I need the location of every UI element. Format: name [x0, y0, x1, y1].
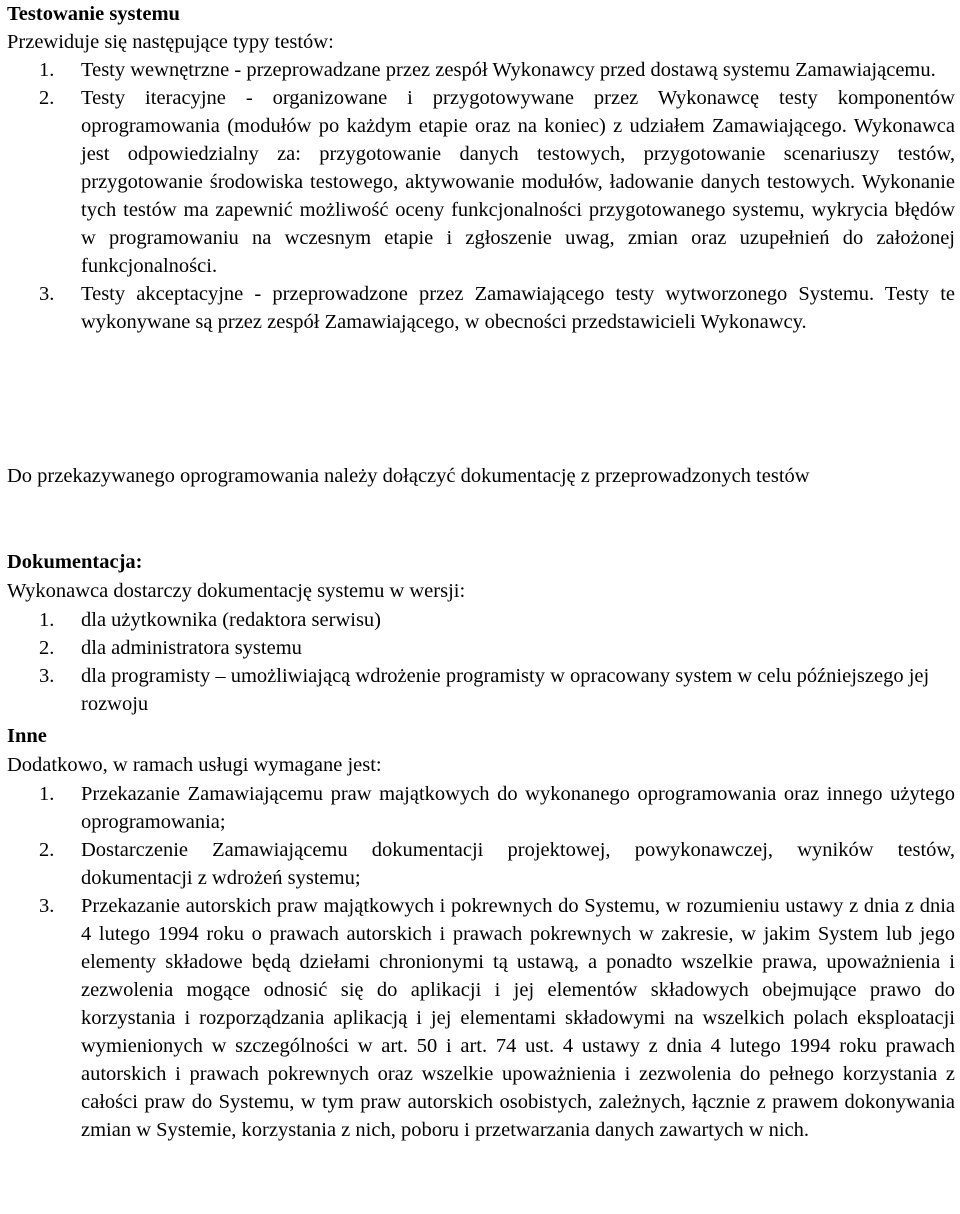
- documentation-item-text: dla programisty – umożliwiającą wdrożenie programisty w opracowany system w celu późniejszego jej rozwoju: [81, 665, 930, 715]
- testing-intro: Przewiduje się następujące typy testów:: [7, 31, 334, 53]
- documentation-item-number: 3.: [39, 665, 55, 687]
- documentation-item-number: 2.: [39, 637, 55, 659]
- other-item-text: Dostarczenie Zamawiającemu dokumentacji projektowej, powykonawczej, wyników testów, dokumentacji z wdrożeń systemu;: [81, 839, 955, 889]
- testing-item: [7, 56, 955, 84]
- testing-item-number: 3.: [39, 283, 55, 305]
- other-item: [7, 892, 955, 1144]
- documentation-list: [7, 606, 955, 718]
- documentation-item: [7, 662, 955, 718]
- other-item-number: 2.: [39, 839, 55, 861]
- documentation-item: [7, 634, 955, 662]
- other-list: [7, 780, 955, 1144]
- section-title-testing: Testowanie systemu: [7, 3, 180, 25]
- testing-item-number: 2.: [39, 87, 55, 109]
- other-item-text: Przekazanie autorskich praw majątkowych i pokrewnych do Systemu, w rozumieniu ustawy z dnia z dnia 4 lutego 1994 roku o prawach autorskich i prawach pokrewnych w zakresie, w jakim System lub jego elementy składowe będą dziełami chronionymi tą ustawą, a ponadto wszelkie prawa, upoważnienia i zezwolenia mogące odnosić się do aplikacji i jej elementów składowych obejmujące prawo do korzystania i rozporządzania aplikacją i jej elementami składowymi na wszelkich polach eksploatacji wymienionych w szczególności w art. 50 i art. 74 ust. 4 ustawy z dnia 4 lutego 1994 roku prawach autorskich i prawach pokrewnych oraz wszelkie upoważnienia i zezwolenia do pełnego korzystania z całości praw do Systemu, w tym praw autorskich osobistych, zależnych, łącznie z prawem dokonywania zmian w Systemie, korzystania z nich, poboru i przetwarzania danych zawartych w nich.: [81, 895, 955, 1141]
- documentation-item-text: dla administratora systemu: [81, 637, 302, 659]
- documentation-item: [7, 606, 955, 634]
- testing-item-text: Testy wewnętrzne - przeprowadzane przez zespół Wykonawcy przed dostawą systemu Zamawiającemu.: [81, 59, 936, 81]
- documentation-intro: Wykonawca dostarczy dokumentację systemu w wersji:: [7, 580, 466, 602]
- testing-item: [7, 280, 955, 336]
- other-item-number: 3.: [39, 895, 55, 917]
- testing-item-text: Testy akceptacyjne - przeprowadzone przez Zamawiającego testy wytworzonego Systemu. Testy te wykonywane są przez zespół Zamawiającego, w obecności przedstawicieli Wykonawcy.: [81, 283, 955, 333]
- section-title-other: Inne: [7, 725, 47, 747]
- testing-item-text: Testy iteracyjne - organizowane i przygotowywane przez Wykonawcę testy komponentów oprogramowania (modułów po każdym etapie oraz na koniec) z udziałem Zamawiającego. Wykonawca jest odpowiedzialny za: przygotowanie danych testowych, przygotowanie scenariuszy testów, przygotowanie środowiska testowego, aktywowanie modułów, ładowanie danych testowych. Wykonanie tych testów ma zapewnić możliwość oceny funkcjonalności przygotowanego systemu, wykrycia błędów w programowaniu na wczesnym etapie i zgłoszenie uwag, zmian oraz uzupełnień do założonej funkcjonalności.: [81, 87, 955, 277]
- testing-item: [7, 84, 955, 280]
- testing-documentation-note: [7, 462, 955, 490]
- other-item: [7, 836, 955, 892]
- documentation-note-text: Do przekazywanego oprogramowania należy dołączyć dokumentację z przeprowadzonych testów: [7, 465, 810, 487]
- documentation-item-number: 1.: [39, 609, 55, 631]
- other-intro: Dodatkowo, w ramach usługi wymagane jest:: [7, 754, 382, 776]
- other-item-number: 1.: [39, 783, 55, 805]
- other-item-text: Przekazanie Zamawiającemu praw majątkowych do wykonanego oprogramowania oraz innego użytego oprogramowania;: [81, 783, 955, 833]
- other-item: [7, 780, 955, 836]
- testing-list: [7, 56, 955, 336]
- testing-item-number: 1.: [39, 59, 55, 81]
- documentation-item-text: dla użytkownika (redaktora serwisu): [81, 609, 381, 631]
- section-title-documentation: Dokumentacja:: [7, 551, 143, 573]
